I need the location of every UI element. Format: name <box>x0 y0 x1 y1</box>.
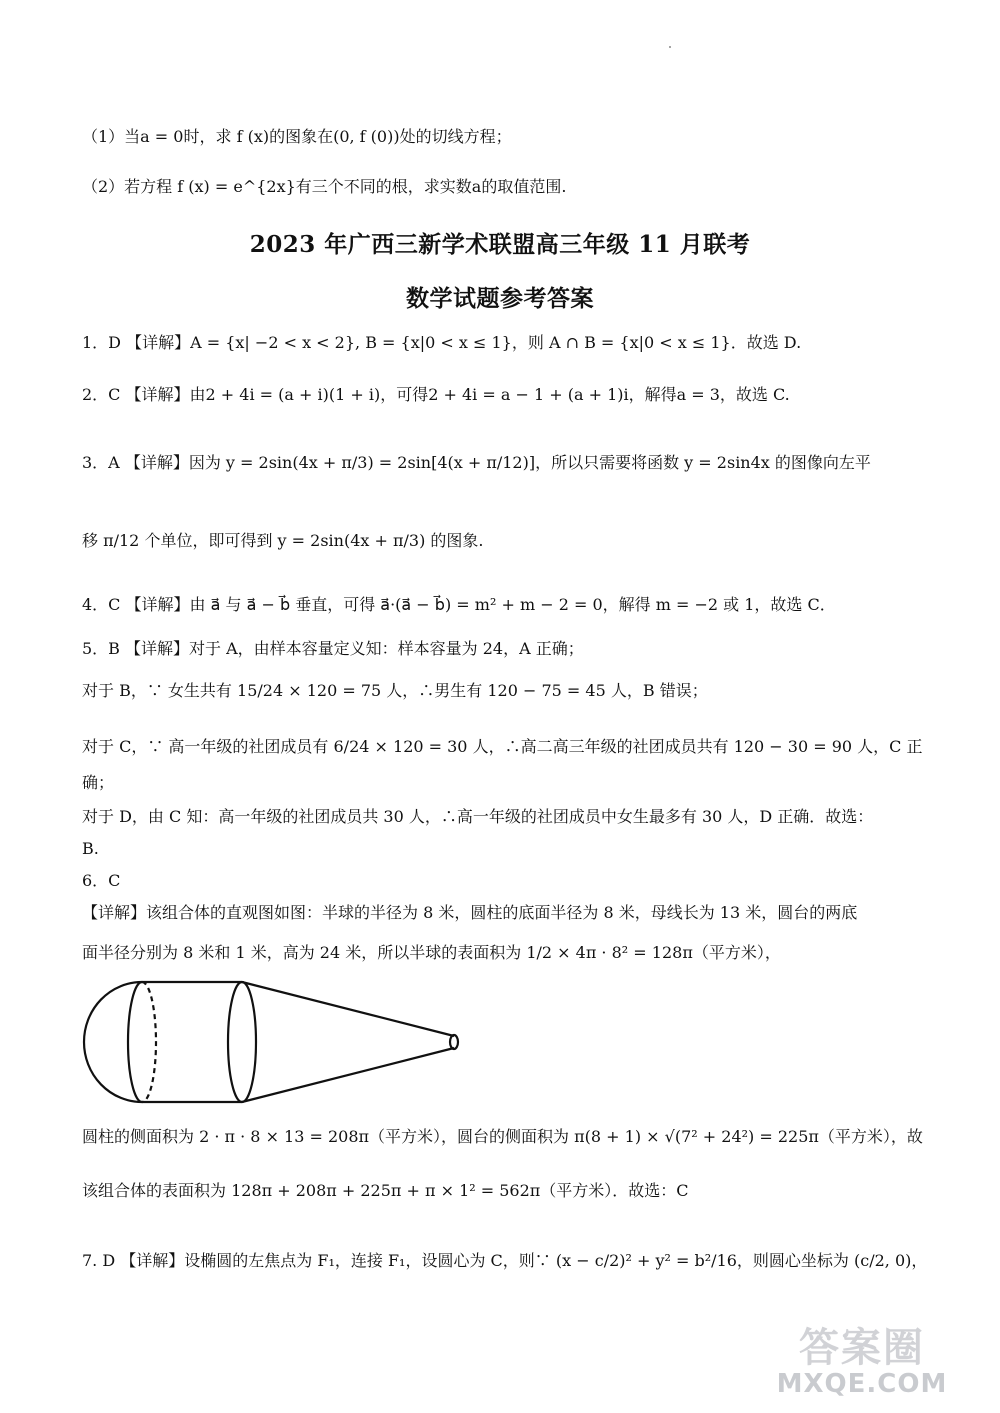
watermark-cn: 答案圈 <box>799 1325 925 1371</box>
watermark <box>752 1316 972 1399</box>
problem-part-2: （2）若方程 f (x) = e^{2x}有三个不同的根，求实数a的取值范围. <box>82 177 567 196</box>
hemisphere-arc <box>84 982 142 1102</box>
problem-part-1: （1）当a = 0时，求 f (x)的图象在(0, f (0))处的切线方程； <box>82 127 512 146</box>
answer-3-line-1: 3．A 【详解】因为 y = 2sin(4x + π/3) = 2sin[4(x + π/12)]，所以只需要将函数 y = 2sin4x 的图像向左平 <box>82 453 871 472</box>
solid-figure-diagram <box>80 978 470 1108</box>
small-end-ellipse <box>450 1035 458 1049</box>
answer-4: 4．C 【详解】由 a⃗ 与 a⃗ − b⃗ 垂直，可得 a⃗·(a⃗ − b⃗) = m² + m − 2 = 0，解得 m = −2 或 1，故选 C． <box>82 595 836 614</box>
answer-6-line-2: 面半径分别为 8 米和 1 米，高为 24 米，所以半球的表面积为 1/2 × 4π · 8² = 128π（平方米）， <box>82 943 781 962</box>
answer-5-line-5: 对于 D，由 C 知：高一年级的社团成员共 30 人，∴高一年级的社团成员中女生最多有 30 人，D 正确．故选： <box>82 807 874 826</box>
answer-7: 7. D 【详解】设椭圆的左焦点为 F₁，连接 F₁，设圆心为 C，则∵ (x − c/2)² + y² = b²/16，则圆心坐标为 (c/2, 0)， <box>82 1251 928 1270</box>
frustum-top-edge <box>242 982 454 1036</box>
stray-dot <box>669 46 671 48</box>
answer-5-line-3: 对于 C，∵ 高一年级的社团成员有 6/24 × 120 = 30 人，∴高二高三年级的社团成员共有 120 − 30 = 90 人，C 正 <box>82 737 923 756</box>
answer-6-line-1: 【详解】该组合体的直观图如图：半球的半径为 8 米，圆柱的底面半径为 8 米，母线长为 13 米，圆台的两底 <box>82 903 858 922</box>
answer-5-line-1: 5．B 【详解】对于 A，由样本容量定义知：样本容量为 24，A 正确； <box>82 639 584 658</box>
answer-5-line-6: B. <box>82 839 99 858</box>
answer-6-line-3: 圆柱的侧面积为 2 · π · 8 × 13 = 208π（平方米），圆台的侧面积为 π(8 + 1) × √(7² + 24²) = 225π（平方米），故 <box>82 1127 923 1146</box>
page-subtitle: 数学试题参考答案 <box>406 285 594 312</box>
frustum-bottom-edge <box>242 1048 454 1102</box>
answer-6-head: 6．C <box>82 871 121 890</box>
answer-1: 1．D 【详解】A = {x| −2 < x < 2}, B = {x|0 < x ≤ 1}，则 A ∩ B = {x|0 < x ≤ 1}．故选 D. <box>82 333 802 352</box>
watermark-en: MXQE.COM <box>776 1369 948 1399</box>
answer-2: 2．C 【详解】由2 + 4i = (a + i)(1 + i)，可得2 + 4i = a − 1 + (a + 1)i，解得a = 3，故选 C. <box>82 385 790 404</box>
page-title: 2023 年广西三新学术联盟高三年级 11 月联考 <box>249 231 751 258</box>
answer-6-line-4: 该组合体的表面积为 128π + 208π + 225π + π × 1² = 562π（平方米）．故选：C <box>82 1181 689 1200</box>
left-ellipse-front <box>128 982 142 1102</box>
left-ellipse-back <box>142 982 156 1102</box>
right-ellipse <box>228 982 256 1102</box>
answer-5-line-4: 确； <box>82 773 115 792</box>
answer-3-line-2: 移 π/12 个单位，即可得到 y = 2sin(4x + π/3) 的图象. <box>82 531 484 550</box>
answer-5-line-2: 对于 B，∵ 女生共有 15/24 × 120 = 75 人，∴男生有 120 − 75 = 45 人，B 错误； <box>82 681 708 700</box>
